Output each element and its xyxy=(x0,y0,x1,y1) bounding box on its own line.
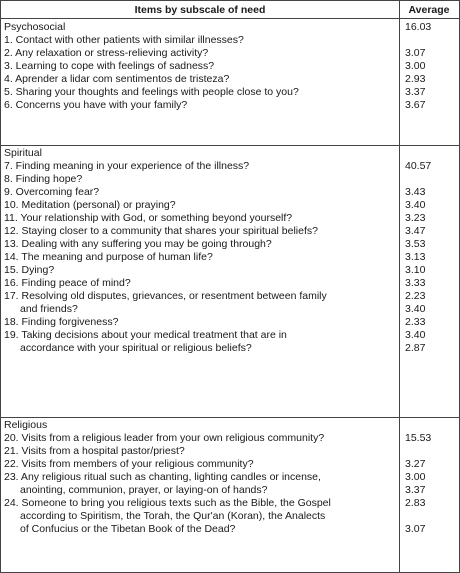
item-text: 4. Aprender a lidar com sentimentos de tristeza? xyxy=(4,73,230,85)
item-text: 3. Learning to cope with feelings of sadness? xyxy=(4,60,215,72)
item-average: 2.93 xyxy=(405,73,426,85)
section-divider xyxy=(1,417,459,418)
item-average: 3.53 xyxy=(405,238,426,250)
item-average xyxy=(405,34,457,47)
item-text: anointing, communion, prayer, or laying-on of hands? xyxy=(20,484,268,496)
table-header xyxy=(1,1,459,19)
item-average: 3.07 xyxy=(405,47,426,59)
item-average: 3.47 xyxy=(405,225,426,237)
item-text: 12. Staying closer to a community that shares your spiritual beliefs? xyxy=(4,225,318,237)
item-text: 6. Concerns you have with your family? xyxy=(4,99,188,111)
item-average: 3.23 xyxy=(405,212,426,224)
item-text: 8. Finding hope? xyxy=(4,173,83,185)
item-average: 3.13 xyxy=(405,251,426,263)
item-average: 3.27 xyxy=(405,458,426,470)
item-text: 18. Finding forgiveness? xyxy=(4,316,119,328)
section-title: Spiritual xyxy=(4,147,42,159)
item-text: 21. Visits from a hospital pastor/priest? xyxy=(4,445,185,457)
item-text: 24. Someone to bring you religious texts such as the Bible, the Gospel xyxy=(4,497,331,509)
section-average: 16.03 xyxy=(405,21,432,33)
item-average: 3.40 xyxy=(405,329,426,341)
item-text: 5. Sharing your thoughts and feelings with people close to you? xyxy=(4,86,299,98)
item-average: 15.53 xyxy=(405,432,432,444)
item-average: 3.00 xyxy=(405,60,426,72)
item-average xyxy=(405,173,457,186)
items-column-header: Items by subscale of need xyxy=(134,4,266,16)
item-text: 22. Visits from members of your religious community? xyxy=(4,458,254,470)
section-title: Psychosocial xyxy=(4,21,66,33)
item-text: 13. Dealing with any suffering you may be going through? xyxy=(4,238,272,250)
item-average xyxy=(405,445,457,458)
item-average: 2.83 xyxy=(405,497,426,509)
section-average xyxy=(405,147,457,160)
item-text: 1. Contact with other patients with similar illnesses? xyxy=(4,34,244,46)
item-average: 3.07 xyxy=(405,523,426,535)
item-text: 23. Any religious ritual such as chanting, lighting candles or incense, xyxy=(4,471,321,483)
item-text: 16. Finding peace of mind? xyxy=(4,277,131,289)
item-average: 2.23 xyxy=(405,290,426,302)
item-text: 10. Meditation (personal) or praying? xyxy=(4,199,176,211)
item-average: 3.40 xyxy=(405,303,426,315)
item-text: 20. Visits from a religious leader from your own religious community? xyxy=(4,432,325,444)
item-text: 2. Any relaxation or stress-relieving activity? xyxy=(4,47,209,59)
item-average: 3.33 xyxy=(405,277,426,289)
item-text: 19. Taking decisions about your medical treatment that are in xyxy=(4,329,287,341)
item-average: 3.10 xyxy=(405,264,426,276)
item-text: according to Spiritism, the Torah, the Qur'an (Koran), the Analects xyxy=(20,510,326,522)
item-average: 3.40 xyxy=(405,199,426,211)
item-average: 3.67 xyxy=(405,99,426,111)
item-average: 2.87 xyxy=(405,342,426,354)
section-title: Religious xyxy=(4,419,48,431)
item-text: of Confucius or the Tibetan Book of the Dead? xyxy=(20,523,236,535)
section-average xyxy=(405,419,457,432)
item-average: 3.00 xyxy=(405,471,426,483)
item-text: 17. Resolving old disputes, grievances, or resentment between family xyxy=(4,290,327,302)
item-average: 3.37 xyxy=(405,86,426,98)
item-text: 11. Your relationship with God, or something beyond yourself? xyxy=(4,212,293,224)
average-column-header: Average xyxy=(408,4,450,16)
item-average: 3.37 xyxy=(405,484,426,496)
item-average xyxy=(405,510,457,523)
item-text: 7. Finding meaning in your experience of the illness? xyxy=(4,160,250,172)
item-text: and friends? xyxy=(20,303,78,315)
section-divider xyxy=(1,145,459,146)
item-text: 15. Dying? xyxy=(4,264,55,276)
item-average: 2.33 xyxy=(405,316,426,328)
item-average: 3.43 xyxy=(405,186,426,198)
item-text: accordance with your spiritual or religious beliefs? xyxy=(20,342,252,354)
item-text: 9. Overcoming fear? xyxy=(4,186,100,198)
item-text: 14. The meaning and purpose of human life? xyxy=(4,251,213,263)
item-average: 40.57 xyxy=(405,160,432,172)
